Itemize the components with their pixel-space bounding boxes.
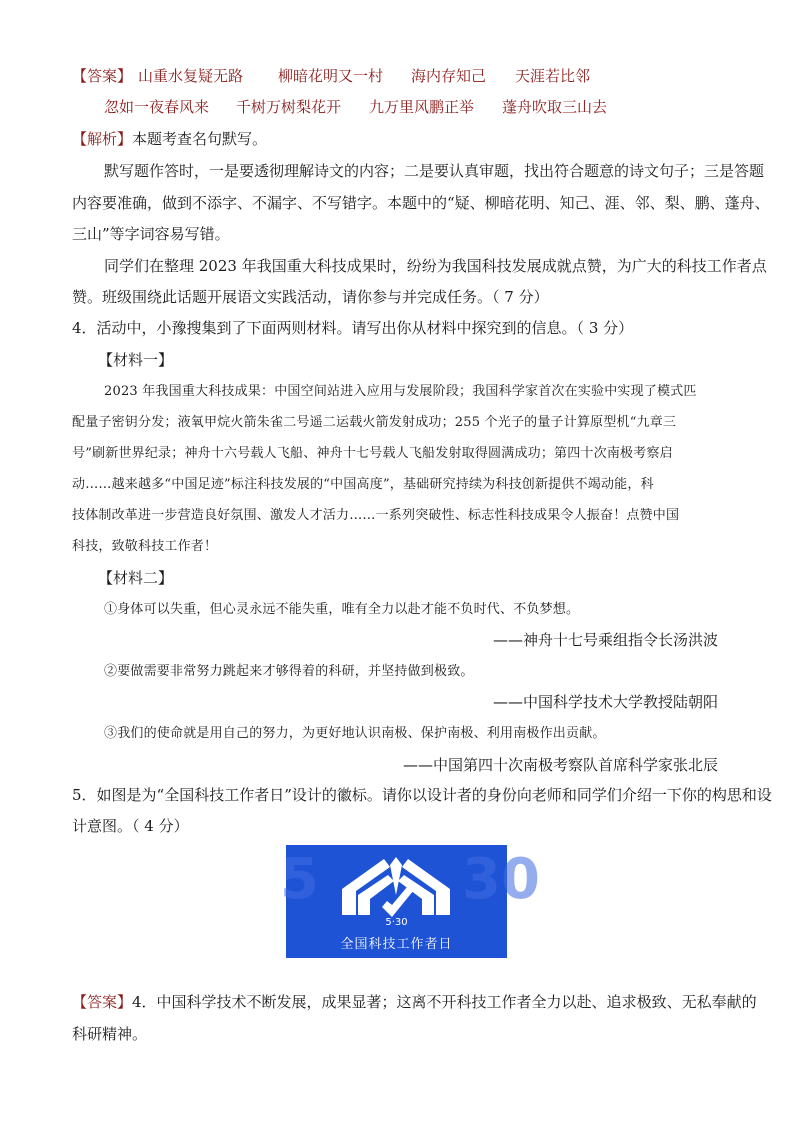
answer-tag: 【答案】	[72, 67, 133, 85]
answer-item: 千树万树梨花开	[236, 98, 342, 116]
quote-attribution: ——中国科学技术大学教授陆朝阳	[492, 693, 718, 711]
answer-2-line: 科研精神。	[72, 1025, 148, 1043]
analysis-text: 本题考查名句默写。	[132, 130, 268, 148]
quote-text: ①身体可以失重，但心灵永远不能失重，唯有全力以赴才能不负时代、不负梦想。	[104, 602, 580, 617]
material-1-title: 【材料一】	[98, 351, 174, 369]
material-1-line: 科技，致敬科技工作者！	[72, 539, 218, 554]
answer-item: 山重水复疑无路	[138, 67, 244, 85]
quote-text: ②要做需要非常努力跳起来才够得着的科研，并坚持做到极致。	[104, 664, 474, 679]
analysis-paragraph-line: 三山”等字词容易写错。	[72, 225, 230, 243]
logo-caption: 全国科技工作者日	[340, 937, 453, 952]
answer-tag: 【答案】	[72, 993, 133, 1011]
analysis-tag: 【解析】	[72, 130, 133, 148]
question-5-line: 5．如图是为“全国科技工作者日”设计的徽标。请你以设计者的身份向老师和同学们介绍一下你的构思和设	[72, 786, 772, 804]
logo-date: 5·30	[385, 917, 408, 928]
quote-text: ③我们的使命就是用自己的努力，为更好地认识南极、保护南极、利用南极作出贡献。	[104, 726, 606, 741]
answer-item: 柳暗花明又一村	[278, 67, 384, 85]
material-2-title: 【材料二】	[98, 569, 174, 587]
answer-text: 4．中国科学技术不断发展，成果显著；这离不开科技工作者全力以赴、追求极致、无私奉献的	[132, 993, 757, 1011]
answer-item: 蓬舟吹取三山去	[502, 98, 608, 116]
quote-attribution: ——神舟十七号乘组指令长汤洪波	[492, 631, 718, 649]
analysis-paragraph-line: 默写题作答时，一是要透彻理解诗文的内容；二是要认真审题，找出符合题意的诗文句子；三是答题	[104, 162, 765, 180]
answer-item: 九万里风鹏正举	[369, 98, 475, 116]
logo-background-digits: 30	[462, 847, 540, 912]
material-1-line: 技体制改革进一步营造良好氛围、激发人才活力……一系列突破性、标志性科技成果令人振奋！点赞中国	[72, 508, 680, 523]
answer-2-line	[72, 992, 757, 1012]
answer-item: 天涯若比邻	[515, 67, 591, 85]
science-day-logo	[280, 845, 540, 958]
logo-background-digits: 5	[280, 847, 319, 912]
analysis-paragraph-line: 内容要准确，做到不添字、不漏字、不写错字。本题中的“疑、柳暗花明、知己、涯、邻、梨、鹏、蓬舟、	[72, 194, 770, 212]
answer-item: 海内存知己	[411, 67, 487, 85]
intro-line: 赞。班级围绕此话题开展语文实践活动，请你参与并完成任务。（ 7 分）	[72, 288, 549, 306]
material-1-line: 配量子密钥分发；液氧甲烷火箭朱雀二号遥二运载火箭发射成功；255 个光子的量子计算原型机“九章三	[72, 415, 677, 430]
material-1-line: 动……越来越多“中国足迹”标注科技发展的“中国高度”，基础研究持续为科技创新提供不竭动能，科	[72, 477, 654, 492]
quote-attribution: ——中国第四十次南极考察队首席科学家张北辰	[402, 756, 718, 774]
question-5-line: 计意图。（ 4 分）	[72, 817, 189, 835]
question-4: 4．活动中，小豫搜集到了下面两则材料。请写出你从材料中探究到的信息。（ 3 分）	[72, 319, 634, 337]
analysis-heading	[72, 129, 267, 149]
answer-item: 忽如一夜春风来	[104, 98, 210, 116]
intro-line: 同学们在整理 2023 年我国重大科技成果时，纷纷为我国科技发展成就点赞，为广大的科技工作者点	[104, 257, 767, 275]
material-1-line: 号”刷新世界纪录；神舟十六号载人飞船、神舟十七号载人飞船发射取得圆满成功；第四十次南极考察启	[72, 446, 673, 461]
material-1-line: 2023 年我国重大科技成果：中国空间站进入应用与发展阶段；我国科学家首次在实验中实现了模式匹	[104, 384, 697, 399]
